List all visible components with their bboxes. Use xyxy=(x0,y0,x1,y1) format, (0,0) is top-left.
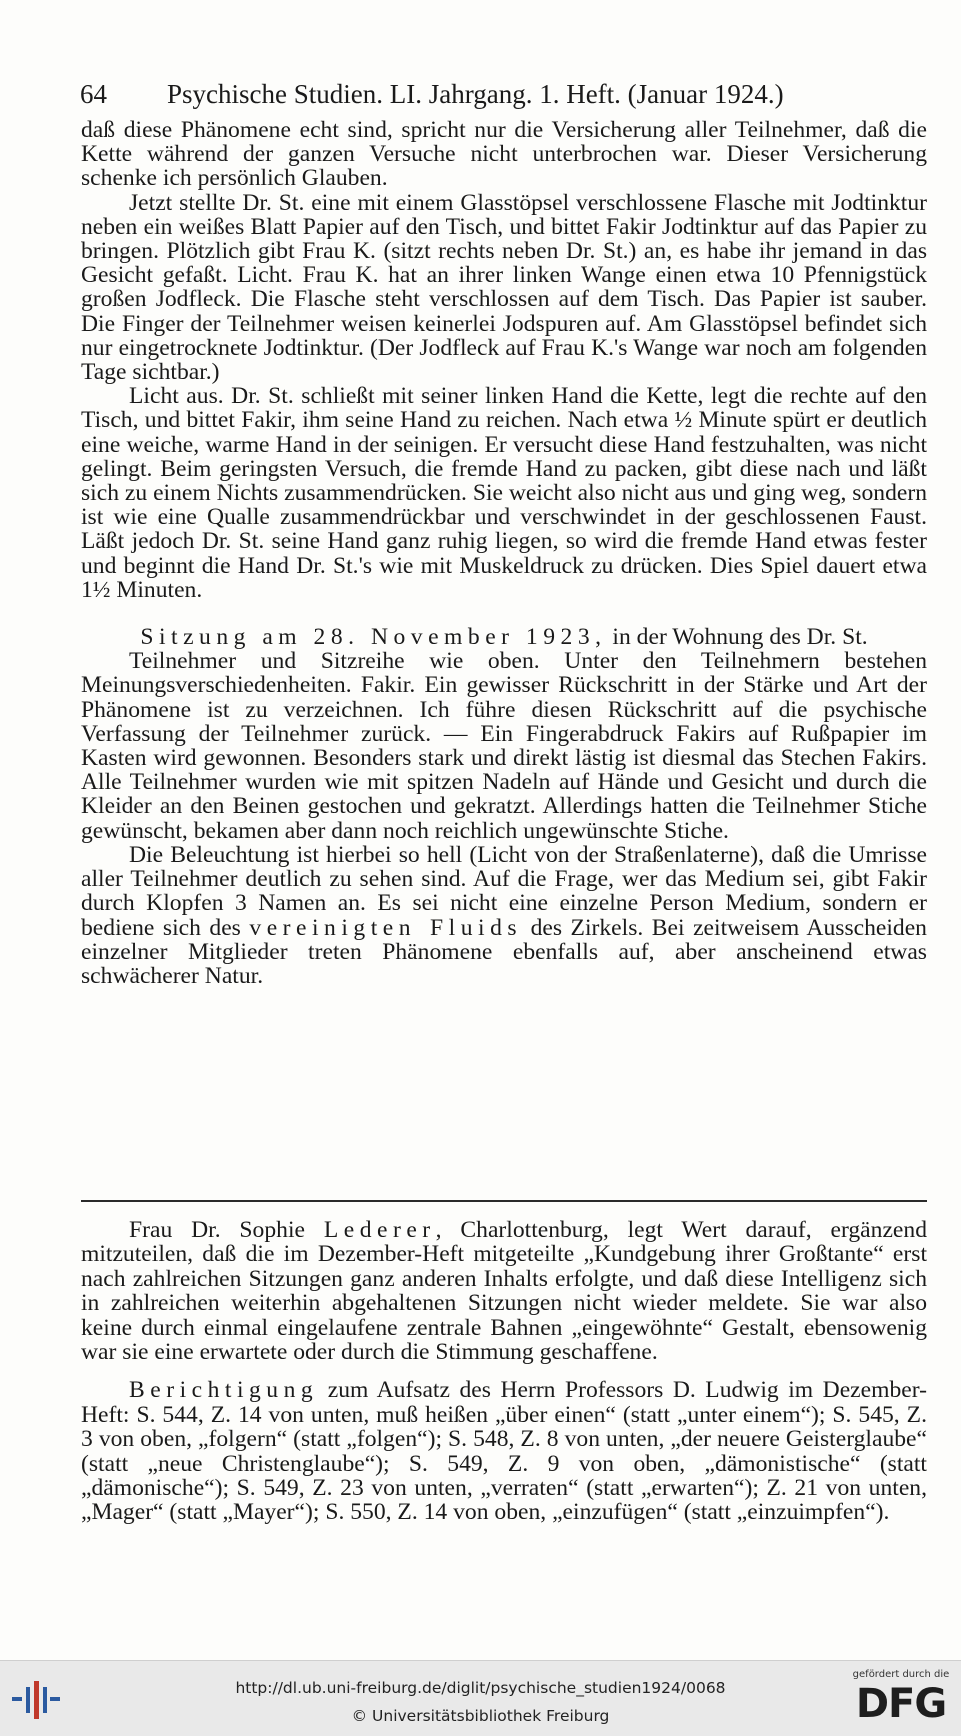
paragraph: Jetzt stellte Dr. St. eine mit einem Glasstöpsel verschlossene Flasche mit Jodtinktur neben ein weißes Blatt Papier auf den Tisch, und bittet Fakir Jodtinktur auf das Papier zu bringen. Plötzlich gibt Frau K. (sitzt rechts neben Dr. St.) an, es habe ihr jemand in das Gesicht gefaßt. Licht. Frau K. hat an ihrer linken Wange einen etwa 10 Pfennigstück großen Jodfleck. Die Flasche steht verschlossen auf dem Tisch. Das Papier ist sauber. Die Finger der Teilnehmer weisen keinerlei Jodspuren auf. Am Glasstöpsel befindet sich nur eingetrocknete Jodtinktur. (Der Jodfleck auf Frau K.'s Wange war noch am folgenden Tage sichtbar.) xyxy=(81,189,927,386)
spaced-heading: Berichtigung xyxy=(129,1377,319,1404)
page-number: 64 xyxy=(80,79,107,109)
note-text: , Charlottenburg, legt Wert darauf, ergänzend mitzuteilen, daß die im Dezember-Heft mitgeteilte „Kundgebung ihrer Großtante“ erst nach zahlreichen Sitzungen ganz anderen Inhalts erfolgte, und daß diese Intelligenz sich in zahlreichen weiterhin abgehaltenen Sitzungen nicht wieder meldete. Sie war also keine durch einmal eingelaufene zentrale Bahnen „eingewöhnte“ Gestalt, ebensowenig war sie eine erwartete oder durch die Stimmung geschaffene. xyxy=(81,1217,927,1366)
note-text: Frau Dr. Sophie xyxy=(129,1217,324,1243)
note-berichtigung xyxy=(81,1378,927,1524)
paragraph-text: des Zirkels. Bei zeitweisem Ausscheiden einzelner Mitglieder treten Phänomene ebenfalls auf, aber anscheinend etwas schwächerer Natur. xyxy=(81,914,927,989)
dfg-logo-icon: DFG xyxy=(855,1681,947,1727)
viewer-footer xyxy=(0,1660,961,1736)
copyright: © Universitätsbibliothek Freiburg xyxy=(351,1707,610,1725)
session-heading-rest: in der Wohnung des Dr. St. xyxy=(606,624,868,651)
running-header xyxy=(80,74,926,114)
spaced-emphasis: vereinigten Fluids xyxy=(249,914,523,941)
notes-section xyxy=(81,1218,927,1525)
paragraph: Licht aus. Dr. St. schließt mit seiner linken Hand die Kette, legt die rechte auf den Tisch, und bittet Fakir, ihm seine Hand zu reichen. Nach etwa ½ Minute spürt er deutlich eine weiche, warme Hand in der seinigen. Er versucht diese Hand festzuhalten, was nicht gelingt. Beim geringsten Versuch, die fremde Hand zu packen, gibt diese nach und läßt sich zu einem Nichts zusammendrücken. Sie weicht also nicht aus und ging weg, sondern ist wie eine Qualle zusammendrückbar und verschwindet in der geschlossenen Faust. Läßt jedoch Dr. St. seine Hand ganz ruhig liegen, so wird die fremde Hand etwas fester und beginnt die Hand Dr. St.'s wie mit Muskeldruck zu drücken. Dies Spiel dauert etwa 1½ Minuten. xyxy=(81,383,927,603)
session-heading xyxy=(81,625,927,649)
paragraph-text: Die Beleuchtung ist hierbei so hell (Licht von der Straßenlaterne), daß die Umrisse aller Teilnehmer deutlich zu sehen sind. Auf die Frage, wer das Medium sei, gibt Fakir durch Klopfen 3 Namen an. Es sei nicht eine einzelne Person Medium, sondern er bediene sich des xyxy=(81,841,927,941)
funding-caption: gefördert durch die xyxy=(852,1669,950,1680)
session-heading-spaced: Sitzung am 28. November 1923, xyxy=(140,624,607,651)
note-text: zum Aufsatz des Herrn Professors D. Ludwig im Dezember-Heft: S. 544, Z. 14 von unten, muß heißen „über einen“ (statt „unter einem“); S. 545, Z. 3 von oben, „folgern“ (statt „folgen“); S. 548, Z. 8 von unten, „der neuere Geisterglaube“ (statt „neue Christenglaube“); S. 549, Z. 9 von oben, „dämonistische“ (statt „dämonische“); S. 549, Z. 23 von unten, „verraten“ (statt „erwarten“); Z. 21 von unten, „Mager“ (statt „Mayer“); S. 550, Z. 14 von oben, „einzufügen“ (statt „einzuimpfen“). xyxy=(81,1377,927,1526)
paragraph: daß diese Phänomene echt sind, spricht nur die Versicherung aller Teilnehmer, daß die Kette während der ganzen Versuche nicht unterbrochen war. Dieser Versicherung schenke ich persönlich Glauben. xyxy=(81,117,927,192)
note-lederer xyxy=(81,1218,927,1364)
running-title: Psychische Studien. LI. Jahrgang. 1. Heft. (Januar 1924.) xyxy=(167,79,784,109)
paragraph: Teilnehmer und Sitzreihe wie oben. Unter den Teilnehmern bestehen Meinungsverschiedenheiten. Fakir. Ein gewisser Rückschritt in der Stärke und Art der Phänomene ist zu verzeichnen. Ich führe diesen Rückschritt auf die psychische Verfassung der Teilnehmer zurück. — Ein Fingerabdruck Fakirs auf Rußpapier im Kasten wird gewonnen. Besonders stark und direkt lästig ist diesmal das Stechen Fakirs. Alle Teilnehmer wurden wie mit spitzen Nadeln auf Hände und Gesicht und durch die Kleider an den Beinen gestochen und gekratzt. Allerdings hatten die Teilnehmer Stiche gewünscht, bekamen aber dann noch reichlich ungewünschte Stiche. xyxy=(81,648,927,844)
paragraph xyxy=(81,843,927,988)
section-divider xyxy=(81,1200,927,1202)
spaced-name: Lederer xyxy=(323,1217,436,1243)
permalink[interactable]: http://dl.ub.uni-freiburg.de/diglit/psychische_studien1924/0068 xyxy=(235,1679,726,1697)
main-text xyxy=(81,118,927,988)
